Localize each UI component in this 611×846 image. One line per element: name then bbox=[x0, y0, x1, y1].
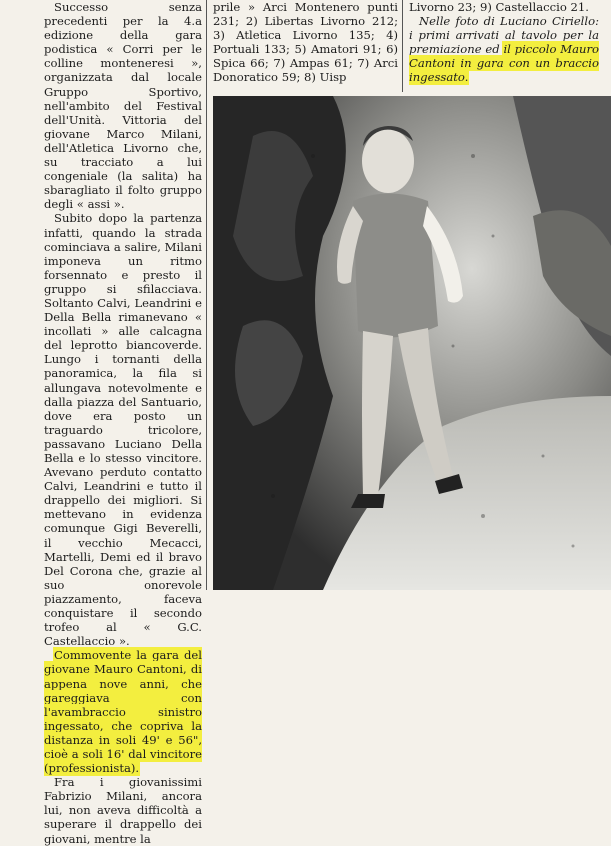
column-divider bbox=[402, 0, 403, 92]
caption-highlighted: il piccolo Mauro Cantoni in gara con un braccio ingessato. bbox=[409, 42, 599, 85]
article-paragraph-1: Successo senza precedenti per la 4.a edizione della gara podistica « Corri per le colline monteneresi », organizzata dal locale Gruppo Sportivo, nell'ambito del Festival dell'Unità. Vittoria del giovane Marco Milani, dell'Atletica Livorno che, su tracciato a lui congeniale (la salita) ha sbaragliato il folto gruppo degli « assi ». bbox=[44, 0, 202, 212]
runner-photo-graphic bbox=[213, 96, 611, 590]
article-paragraph-highlighted bbox=[44, 648, 202, 775]
photo-caption bbox=[409, 14, 599, 84]
article-paragraph-4: Fra i giovanissimi Fabrizio Milani, ancora lui, non aveva difficoltà a superare il drappello dei giovani, mentre la bbox=[44, 775, 202, 846]
column-divider bbox=[206, 0, 207, 590]
article-paragraph-2: Subito dopo la partenza infatti, quando la strada cominciava a salire, Milani imponeva un ritmo forsennato e presto il gruppo si sfilacciava. Soltanto Calvi, Leandrini e Della Bella rimanevano « incollati » alle calcagna del leprotto biancoverde. Lungo i tornanti della panoramica, la fila si allungava notevolmente e dalla piazza del Santuario, dove era posto un traguardo tricolore, passavano Luciano Della Bella e lo stesso vincitore. Avevano perduto contatto Calvi, Leandrini e tutto il drappello dei migliori. Si mettevano in evidenza comunque Gigi Beverelli, il vecchio Mecacci, Martelli, Demi ed il bravo Del Corona che, grazie al suo onorevole piazzamento, faceva conquistare il secondo trofeo al « G.C. Castellaccio ». bbox=[44, 211, 202, 649]
left-column bbox=[44, 0, 202, 846]
middle-column bbox=[213, 0, 398, 85]
right-column bbox=[409, 0, 599, 85]
standings-continued: Livorno 23; 9) Castellaccio 21. bbox=[409, 0, 589, 14]
runner-photo bbox=[213, 96, 611, 590]
caption-text: Nelle foto di Luciano Ciriello: i primi arrivati al tavolo per la premiazione ed bbox=[409, 14, 599, 57]
highlighted-text: Commovente la gara del giovane Mauro Cantoni, di appena nove anni, che gareggiava con l'avambraccio sinistro ingessato, che copriva la distanza in soli 49' e 56", cioè a soli 16' dal vincitore (professionista). bbox=[44, 648, 202, 776]
standings-text: prile » Arci Montenero punti 231; 2) Libertas Livorno 212; 3) Atletica Livorno 135; 4) Portuali 133; 5) Amatori 91; 6) Spica 66; 7) Ampas 61; 7) Arci Donoratico 59; 8) Uisp bbox=[213, 0, 398, 85]
